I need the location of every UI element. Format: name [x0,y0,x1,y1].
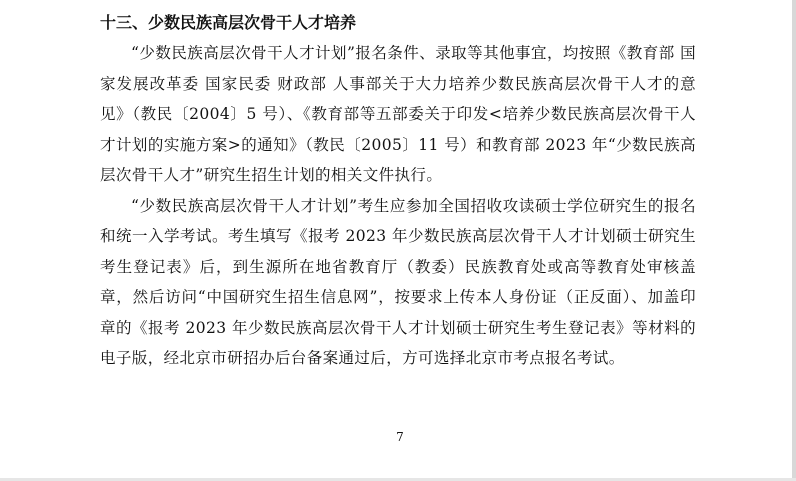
paragraph-registration-rules: “少数民族高层次骨干人才计划”报名条件、录取等其他事宜，均按照《教育部 国家发展改革委 国家民委 财政部 人事部关于大力培养少数民族高层次骨干人才的意见》（教民〔2004〕5 号）、《教育部等五部委关于印发<培养少数民族高层次骨干人才计划的实施方案>的通知》（教民〔2005〕11 号）和教育部 2023 年“少数民族高层次骨干人才”研究生招生计划的相关文件执行。 [100,44,696,184]
page-number: 7 [396,430,404,444]
section-heading: 十三、少数民族高层次骨干人才培养 [100,13,357,32]
page-right-edge [792,0,796,481]
paragraph-exam-procedure: “少数民族高层次骨干人才计划”考生应参加全国招收攻读硕士学位研究生的报名和统一入学考试。考生填写《报考 2023 年少数民族高层次骨干人才计划硕士研究生考生登记表》后，到生源所在地省教育厅（教委）民族教育处或高等教育处审核盖章，然后访问“中国研究生招生信息网”，按要求上传本人身份证（正反面）、加盖印章的《报考 2023 年少数民族高层次骨干人才计划硕士研究生考生登记表》等材料的电子版，经北京市研招办后台备案通过后，方可选择北京市考点报名考试。 [100,196,696,367]
document-content [100,8,696,374]
